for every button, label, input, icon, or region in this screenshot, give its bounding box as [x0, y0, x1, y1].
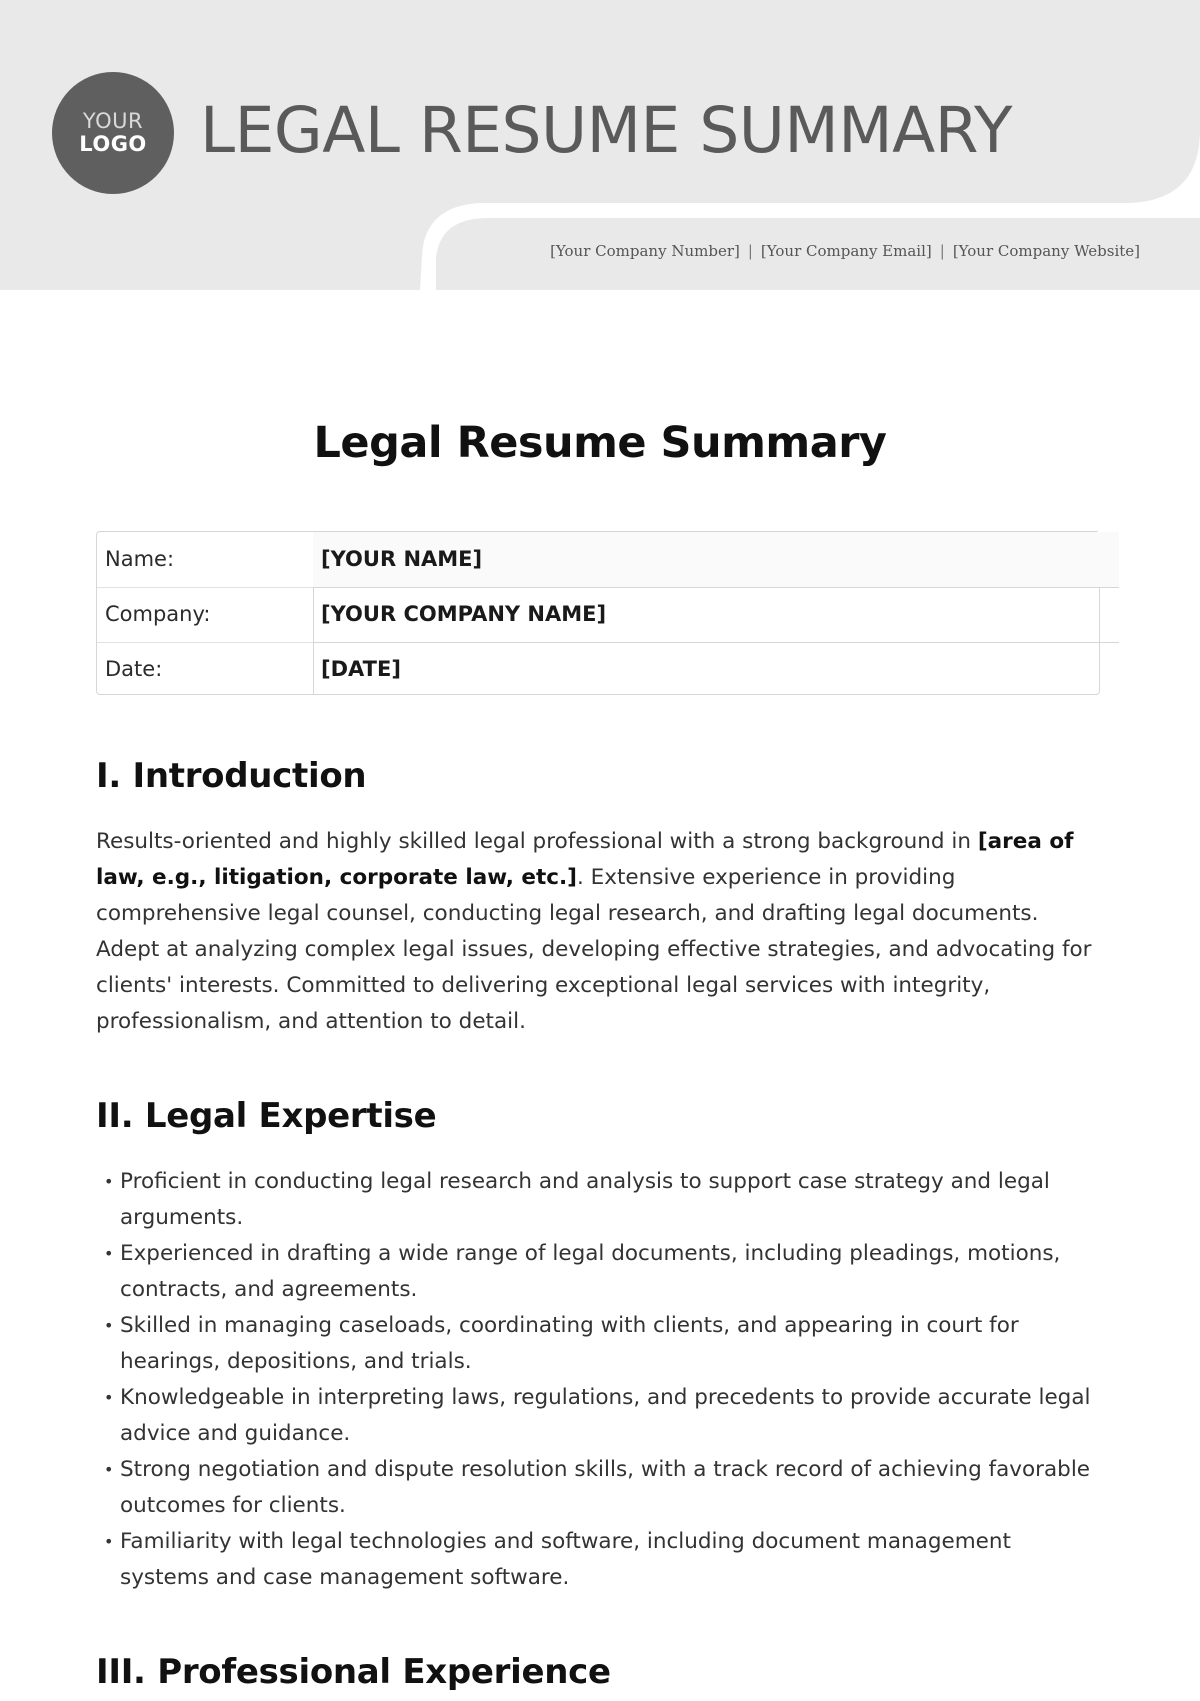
legal-expertise-list	[96, 1164, 1106, 1596]
list-item	[96, 1452, 1106, 1524]
list-item	[96, 1524, 1106, 1596]
company-value: [YOUR COMPANY NAME]	[321, 602, 607, 626]
introduction-paragraph	[96, 824, 1106, 1040]
company-label: Company:	[105, 602, 211, 626]
table-row-date	[97, 642, 1099, 697]
table-row-company	[97, 587, 1099, 642]
list-item	[96, 1380, 1106, 1452]
bullet-icon: •	[104, 1388, 114, 1407]
table-row-name	[97, 532, 1099, 587]
logo-line-1: YOUR	[82, 109, 144, 133]
page-header	[0, 0, 1200, 290]
bullet-icon: •	[104, 1244, 114, 1263]
list-item-text: Proficient in conducting legal research and analysis to support case strategy and legal arguments.	[120, 1169, 1050, 1230]
list-item-text: Familiarity with legal technologies and software, including document management systems and case management software.	[120, 1529, 1011, 1590]
list-item-text: Knowledgeable in interpreting laws, regulations, and precedents to provide accurate legal advice and guidance.	[120, 1385, 1091, 1446]
list-item-text: Experienced in drafting a wide range of legal documents, including pleadings, motions, contracts, and agreements.	[120, 1241, 1061, 1302]
intro-text-before: Results-oriented and highly skilled legal professional with a strong background in	[96, 829, 978, 854]
bullet-icon: •	[104, 1316, 114, 1335]
date-value: [DATE]	[321, 657, 401, 681]
brand-title: LEGAL RESUME SUMMARY	[200, 94, 1012, 167]
list-item	[96, 1164, 1106, 1236]
name-label: Name:	[105, 547, 175, 571]
bullet-icon: •	[104, 1172, 114, 1191]
list-item	[96, 1308, 1106, 1380]
company-number: [Your Company Number]	[550, 242, 740, 260]
company-website: [Your Company Website]	[952, 242, 1140, 260]
list-item-text: Strong negotiation and dispute resolution skills, with a track record of achieving favorable outcomes for clients.	[120, 1457, 1091, 1518]
contact-separator: |	[939, 242, 945, 260]
intro-text-after: . Extensive experience in providing comprehensive legal counsel, conducting legal research, and drafting legal documents. Adept at analyzing complex legal issues, developing effective strategies, and advocating for clients' interests. Committed to delivering exceptional legal services with integrity, professionalism, and attention to detail.	[96, 865, 1092, 1034]
contact-separator: |	[747, 242, 753, 260]
intro-text-bold: [area of law, e.g., litigation, corporate law, etc.]	[96, 829, 1074, 890]
logo-line-2: LOGO	[79, 132, 147, 156]
list-item-text: Skilled in managing caseloads, coordinating with clients, and appearing in court for hearings, depositions, and trials.	[120, 1313, 1019, 1374]
company-email: [Your Company Email]	[760, 242, 932, 260]
document-title: Legal Resume Summary	[313, 418, 887, 468]
name-value: [YOUR NAME]	[313, 532, 1119, 587]
legal-expertise-heading: II. Legal Expertise	[96, 1096, 437, 1136]
introduction-heading: I. Introduction	[96, 756, 367, 796]
company-logo	[52, 72, 174, 194]
list-item	[96, 1236, 1106, 1308]
bullet-icon: •	[104, 1532, 114, 1551]
professional-experience-heading: III. Professional Experience	[96, 1652, 611, 1692]
bullet-icon: •	[104, 1460, 114, 1479]
date-label: Date:	[105, 657, 163, 681]
info-table	[96, 531, 1100, 695]
company-contact-line	[550, 242, 1140, 260]
